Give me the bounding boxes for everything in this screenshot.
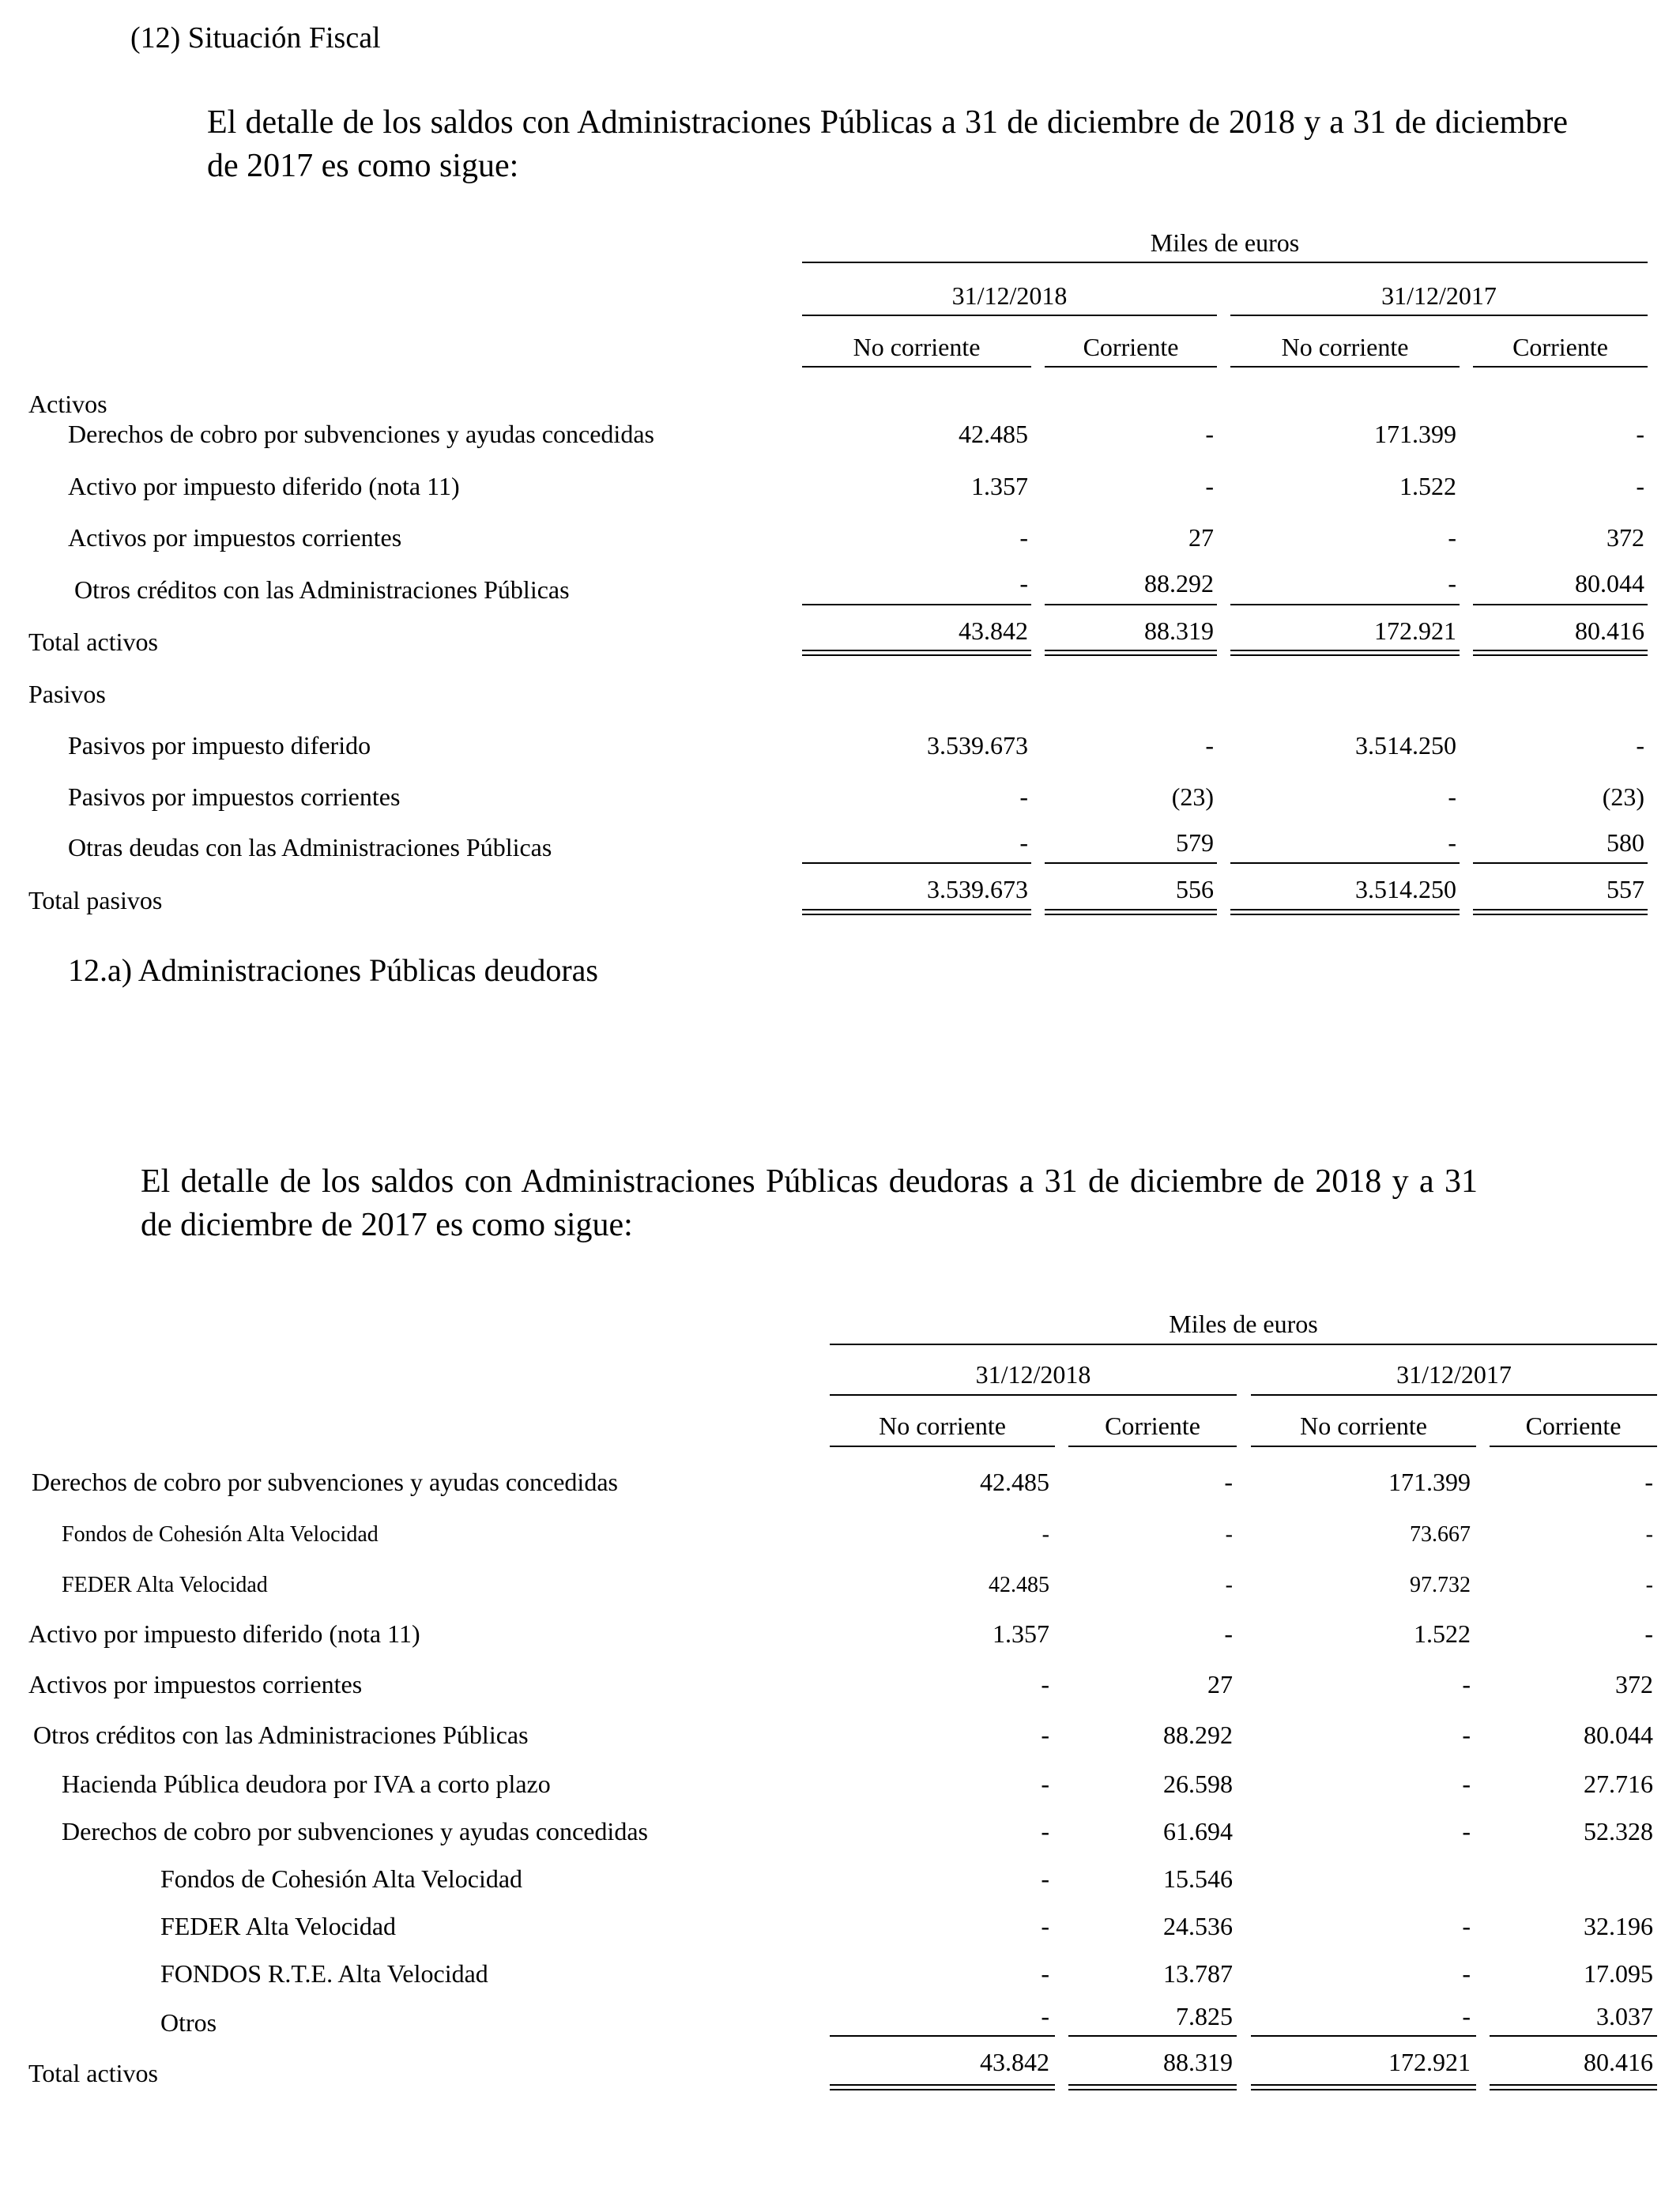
- table-cell: 80.416: [1584, 2048, 1653, 2076]
- table-cell: -: [1041, 1959, 1049, 1988]
- table-cell: -: [1448, 782, 1456, 811]
- table-row-label: Derechos de cobro por subvenciones y ayudas concedidas: [68, 420, 654, 448]
- table-cell: 15.546: [1163, 1864, 1233, 1893]
- divider: [1230, 315, 1648, 316]
- table-cell: 80.044: [1584, 1721, 1653, 1749]
- divider: [802, 604, 1031, 605]
- table-row-label: Hacienda Pública deudora por IVA a corto plazo: [62, 1770, 551, 1798]
- double-divider: [1473, 909, 1648, 915]
- table1-group-assets: Activos: [28, 390, 107, 418]
- divider: [1230, 604, 1460, 605]
- table-cell: -: [1019, 569, 1028, 598]
- table-cell: 13.787: [1163, 1959, 1233, 1988]
- section-heading: (12) Situación Fiscal: [130, 21, 381, 55]
- table-cell: -: [1462, 1670, 1471, 1698]
- table-row-label: Derechos de cobro por subvenciones y ayudas concedidas: [62, 1817, 648, 1845]
- table-cell: 73.667: [1410, 1522, 1471, 1547]
- table1-col-header: Corriente: [1512, 333, 1608, 361]
- table-row-label: Otros créditos con las Administraciones Públicas: [33, 1721, 529, 1749]
- table-row-label: Otros créditos con las Administraciones Públicas: [74, 575, 570, 604]
- table-cell: -: [1041, 1721, 1049, 1749]
- divider: [802, 366, 1031, 368]
- table-cell: 171.399: [1374, 420, 1456, 448]
- table1-col-header: Corriente: [1083, 333, 1179, 361]
- table-cell: -: [1205, 731, 1214, 760]
- table-cell: 372: [1607, 523, 1644, 552]
- table-cell: 372: [1615, 1670, 1653, 1698]
- table-cell: -: [1462, 1721, 1471, 1749]
- table-cell: 43.842: [959, 616, 1028, 645]
- table-row-label: FEDER Alta Velocidad: [160, 1912, 397, 1940]
- table2-col-header: Corriente: [1525, 1412, 1622, 1440]
- table-cell: 171.399: [1388, 1468, 1471, 1496]
- divider: [1473, 862, 1648, 864]
- table-row-label: FEDER Alta Velocidad: [62, 1573, 268, 1597]
- table-cell: -: [1041, 1670, 1049, 1698]
- table-row-label: Pasivos por impuestos corrientes: [68, 782, 401, 811]
- table-cell: -: [1041, 2002, 1049, 2030]
- divider: [802, 315, 1217, 316]
- table-cell: -: [1041, 1770, 1049, 1798]
- table2-unit-header: Miles de euros: [1169, 1310, 1318, 1338]
- double-divider: [1473, 650, 1648, 656]
- table2-date-2018: 31/12/2018: [975, 1360, 1091, 1389]
- divider: [1490, 1446, 1657, 1447]
- table-cell: -: [1019, 523, 1028, 552]
- table-cell: 3.514.250: [1355, 731, 1456, 760]
- divider: [1473, 604, 1648, 605]
- table-cell: -: [1644, 1468, 1653, 1496]
- table-cell: 172.921: [1388, 2048, 1471, 2076]
- table-cell: 3.539.673: [927, 731, 1028, 760]
- double-divider: [1068, 2084, 1237, 2090]
- table2-date-2017: 31/12/2017: [1396, 1360, 1512, 1389]
- table1-date-2018: 31/12/2018: [951, 281, 1068, 310]
- table-cell: -: [1645, 1573, 1653, 1597]
- table1-col-header: No corriente: [1281, 333, 1409, 361]
- table-cell: -: [1462, 1817, 1471, 1845]
- double-divider: [802, 909, 1031, 915]
- table-cell: 580: [1607, 828, 1644, 857]
- intro-paragraph-1: El detalle de los saldos con Administraciones Públicas a 31 de diciembre de 2018 y a 31 de diciembre de 2017 es como sigue:: [207, 104, 1568, 184]
- table-cell: -: [1636, 420, 1644, 448]
- table-row-label: Activo por impuesto diferido (nota 11): [28, 1619, 420, 1648]
- table2-col-header: No corriente: [1300, 1412, 1427, 1440]
- table1-unit-header: Miles de euros: [1150, 228, 1300, 257]
- divider: [1251, 1446, 1476, 1447]
- table-cell: -: [1224, 1468, 1233, 1496]
- table-cell: -: [1019, 828, 1028, 857]
- table-row-label: Total pasivos: [28, 886, 163, 914]
- double-divider: [1490, 2084, 1657, 2090]
- table-cell: 24.536: [1163, 1912, 1233, 1940]
- divider: [1068, 1446, 1237, 1447]
- table1-col-header: No corriente: [853, 333, 981, 361]
- table2-col-header: No corriente: [879, 1412, 1006, 1440]
- table-cell: -: [1042, 1522, 1049, 1547]
- table-cell: -: [1448, 523, 1456, 552]
- table-row-label: Activos por impuestos corrientes: [28, 1670, 363, 1698]
- table-cell: -: [1225, 1522, 1233, 1547]
- table-cell: 579: [1176, 828, 1214, 857]
- table-cell: 42.485: [980, 1468, 1049, 1496]
- subsection-heading: 12.a) Administraciones Públicas deudoras: [68, 952, 598, 988]
- table-row-label: FONDOS R.T.E. Alta Velocidad: [160, 1959, 488, 1988]
- table-cell: -: [1448, 828, 1456, 857]
- divider: [1251, 2035, 1476, 2037]
- table-cell: 7.825: [1176, 2002, 1233, 2030]
- table-cell: 3.514.250: [1355, 875, 1456, 903]
- table-cell: 3.037: [1596, 2002, 1653, 2030]
- table-cell: -: [1205, 420, 1214, 448]
- table-cell: -: [1224, 1619, 1233, 1648]
- table-cell: -: [1636, 472, 1644, 500]
- table-cell: 97.732: [1410, 1573, 1471, 1597]
- table-cell: 88.292: [1163, 1721, 1233, 1749]
- divider: [802, 862, 1031, 864]
- table-cell: 172.921: [1374, 616, 1456, 645]
- double-divider: [1251, 2084, 1476, 2090]
- table-cell: 27.716: [1584, 1770, 1653, 1798]
- table-cell: 17.095: [1584, 1959, 1653, 1988]
- table-cell: 42.485: [959, 420, 1028, 448]
- divider: [1045, 862, 1217, 864]
- table-cell: -: [1225, 1573, 1233, 1597]
- table-cell: 1.357: [971, 472, 1028, 500]
- table-cell: 557: [1607, 875, 1644, 903]
- double-divider: [1230, 650, 1460, 656]
- table1-group-liabilities: Pasivos: [28, 680, 106, 708]
- table-cell: -: [1205, 472, 1214, 500]
- table-cell: 1.522: [1414, 1619, 1471, 1648]
- divider: [830, 1344, 1657, 1345]
- table-row-label: Otras deudas con las Administraciones Públicas: [68, 833, 552, 861]
- table-cell: 88.292: [1144, 569, 1214, 598]
- table-cell: -: [1636, 731, 1644, 760]
- table-cell: 27: [1188, 523, 1214, 552]
- table-row-label: Fondos de Cohesión Alta Velocidad: [160, 1864, 523, 1893]
- divider: [1068, 2035, 1237, 2037]
- double-divider: [802, 650, 1031, 656]
- table-cell: 3.539.673: [927, 875, 1028, 903]
- table-cell: -: [1041, 1817, 1049, 1845]
- table-cell: 26.598: [1163, 1770, 1233, 1798]
- table-cell: 1.522: [1399, 472, 1456, 500]
- table-cell: (23): [1171, 782, 1214, 811]
- table-cell: 43.842: [980, 2048, 1049, 2076]
- table-row-label: Total activos: [28, 2059, 158, 2087]
- table-cell: (23): [1602, 782, 1644, 811]
- table-row-label: Otros: [160, 2008, 217, 2037]
- intro-paragraph-2: El detalle de los saldos con Administraciones Públicas deudoras a 31 de diciembre de 2018 y a 31 de diciembre de 2017 es como sigue:: [141, 1163, 1478, 1243]
- table-row-label: Derechos de cobro por subvenciones y ayudas concedidas: [32, 1468, 618, 1496]
- divider: [1473, 366, 1648, 368]
- divider: [1045, 366, 1217, 368]
- divider: [830, 1446, 1055, 1447]
- table1-date-2017: 31/12/2017: [1381, 281, 1497, 310]
- divider: [1230, 862, 1460, 864]
- table-cell: 556: [1176, 875, 1214, 903]
- table-cell: 80.416: [1575, 616, 1644, 645]
- double-divider: [1045, 650, 1217, 656]
- divider: [1230, 366, 1460, 368]
- table-cell: 88.319: [1163, 2048, 1233, 2076]
- table-cell: -: [1462, 1959, 1471, 1988]
- table-row-label: Total activos: [28, 628, 158, 656]
- table-cell: -: [1041, 1864, 1049, 1893]
- table-cell: 27: [1207, 1670, 1233, 1698]
- table-cell: 88.319: [1144, 616, 1214, 645]
- table-cell: 61.694: [1163, 1817, 1233, 1845]
- double-divider: [830, 2084, 1055, 2090]
- table-cell: -: [1019, 782, 1028, 811]
- table-row-label: Pasivos por impuesto diferido: [68, 731, 371, 760]
- divider: [830, 2035, 1055, 2037]
- divider: [1251, 1394, 1657, 1396]
- divider: [802, 262, 1648, 263]
- table-cell: 42.485: [989, 1573, 1049, 1597]
- table-cell: 1.357: [993, 1619, 1049, 1648]
- table-row-label: Fondos de Cohesión Alta Velocidad: [62, 1522, 379, 1547]
- table-cell: 52.328: [1584, 1817, 1653, 1845]
- double-divider: [1045, 909, 1217, 915]
- table-cell: -: [1645, 1522, 1653, 1547]
- table-cell: -: [1462, 1912, 1471, 1940]
- double-divider: [1230, 909, 1460, 915]
- divider: [1045, 604, 1217, 605]
- table-cell: -: [1462, 2002, 1471, 2030]
- table-cell: -: [1448, 569, 1456, 598]
- table-cell: -: [1462, 1770, 1471, 1798]
- table-cell: 32.196: [1584, 1912, 1653, 1940]
- table-cell: -: [1041, 1912, 1049, 1940]
- table-cell: 80.044: [1575, 569, 1644, 598]
- table-row-label: Activo por impuesto diferido (nota 11): [68, 472, 460, 500]
- table-row-label: Activos por impuestos corrientes: [68, 523, 402, 552]
- divider: [830, 1394, 1237, 1396]
- table2-col-header: Corriente: [1105, 1412, 1200, 1440]
- divider: [1490, 2035, 1657, 2037]
- table-cell: -: [1644, 1619, 1653, 1648]
